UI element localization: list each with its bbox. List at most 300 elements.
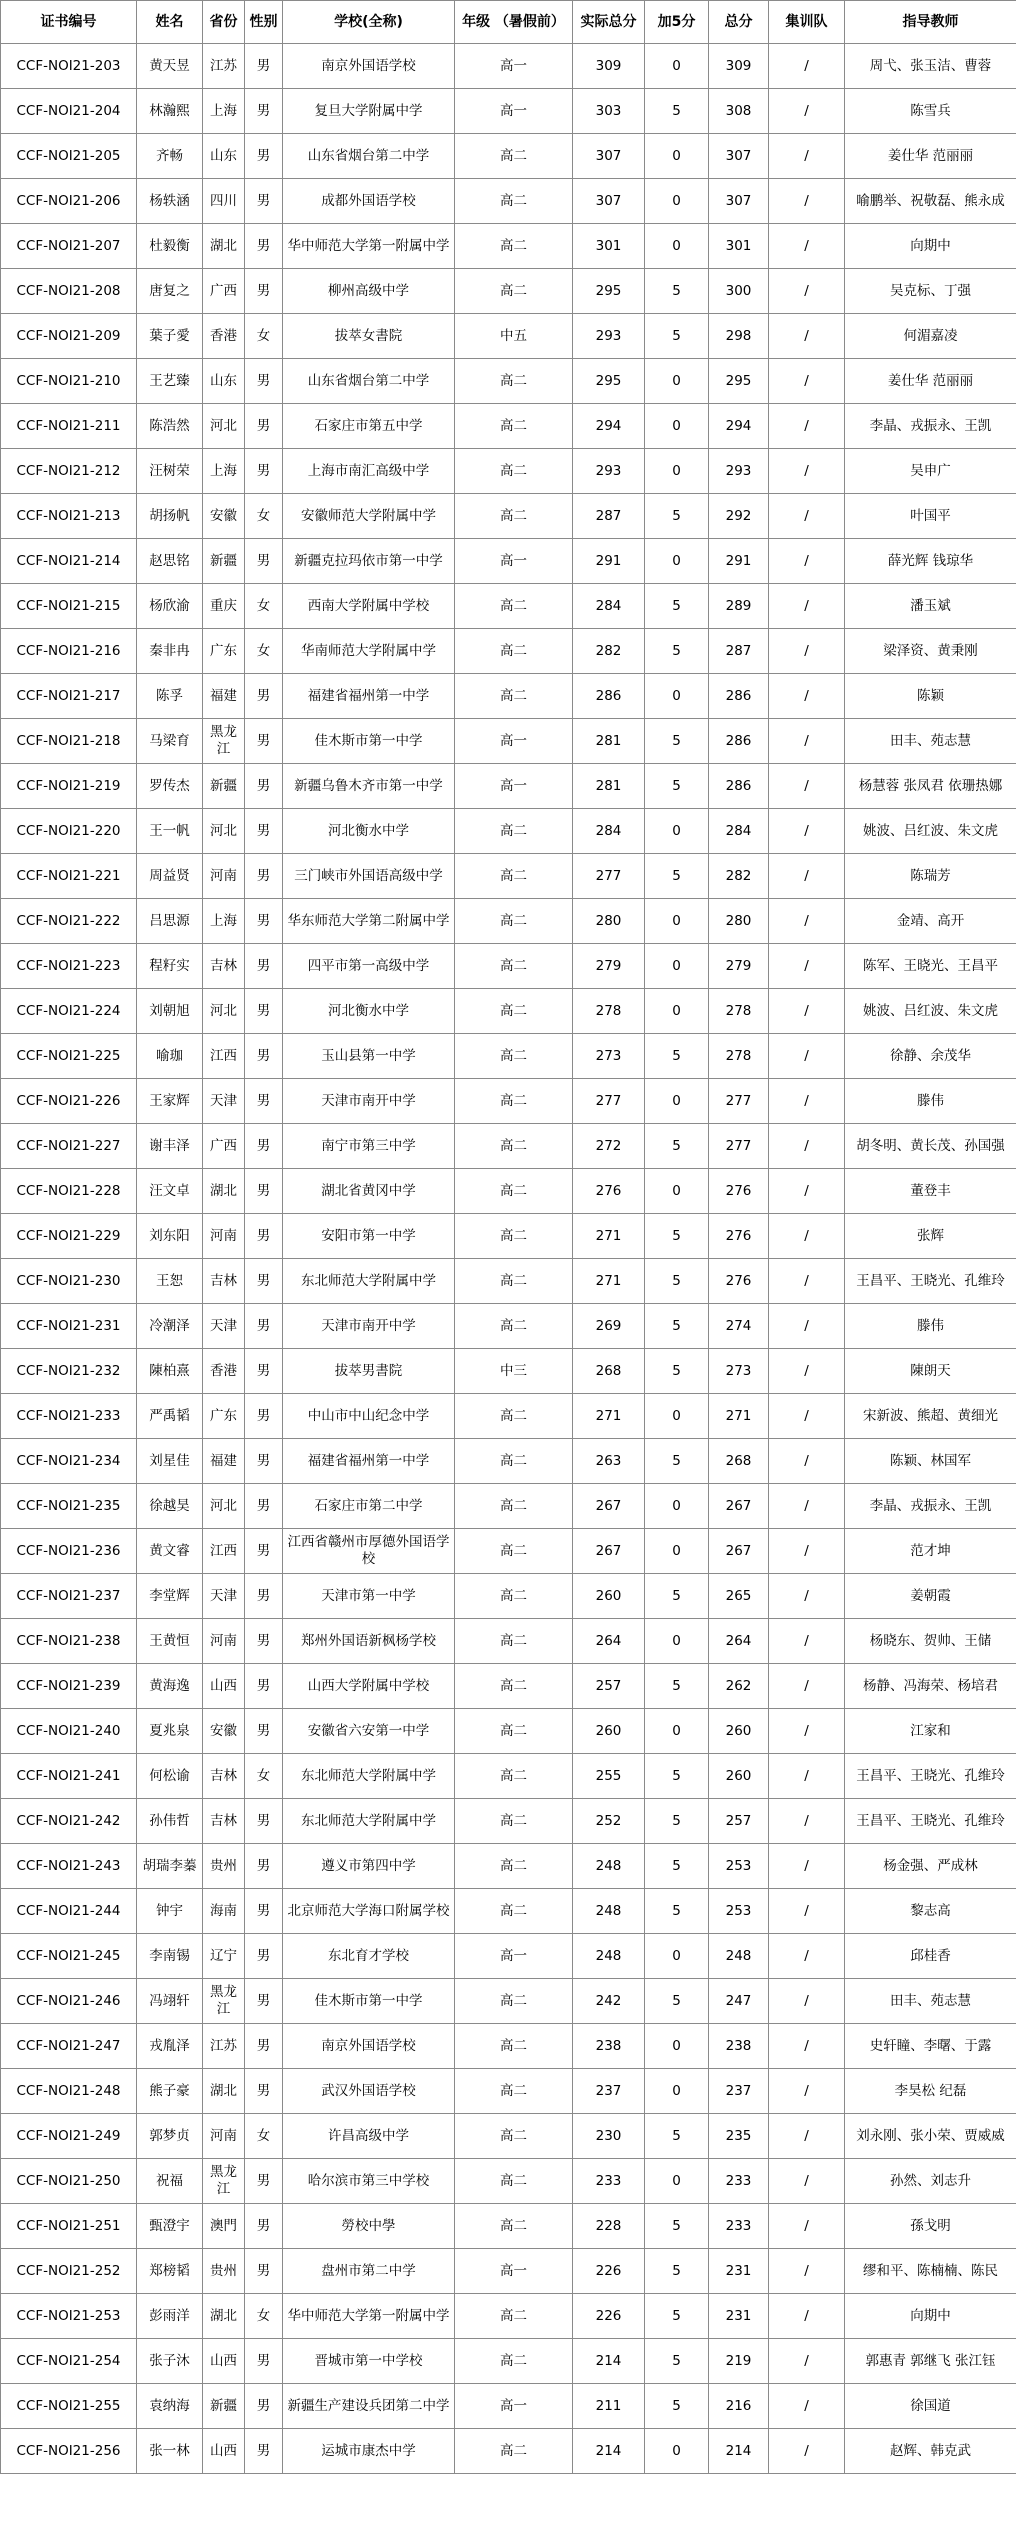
cell-name: 冯翊轩 bbox=[137, 1979, 203, 2024]
cell-total: 307 bbox=[709, 179, 769, 224]
cell-province: 天津 bbox=[203, 1079, 245, 1124]
cell-gender: 男 bbox=[245, 1664, 283, 1709]
cell-school: 安阳市第一中学 bbox=[283, 1214, 455, 1259]
cell-name: 祝福 bbox=[137, 2159, 203, 2204]
cell-province: 黑龙江 bbox=[203, 2159, 245, 2204]
cell-name: 唐复之 bbox=[137, 269, 203, 314]
cell-teacher: 梁泽资、黄秉刚 bbox=[845, 629, 1016, 674]
table-row bbox=[1, 854, 1016, 899]
cell-bonus: 0 bbox=[645, 1169, 709, 1214]
cell-school: 石家庄市第二中学 bbox=[283, 1484, 455, 1529]
cell-gender: 男 bbox=[245, 224, 283, 269]
cell-province: 上海 bbox=[203, 899, 245, 944]
table-row bbox=[1, 359, 1016, 404]
cell-school: 东北师范大学附属中学 bbox=[283, 1799, 455, 1844]
cell-raw-score: 238 bbox=[573, 2024, 645, 2069]
cell-province: 香港 bbox=[203, 1349, 245, 1394]
cell-gender: 男 bbox=[245, 1574, 283, 1619]
cell-certificate-id: CCF-NOI21-212 bbox=[1, 449, 137, 494]
cell-grade: 高二 bbox=[455, 359, 573, 404]
cell-certificate-id: CCF-NOI21-222 bbox=[1, 899, 137, 944]
cell-school: 拔萃男書院 bbox=[283, 1349, 455, 1394]
cell-name: 林瀚熙 bbox=[137, 89, 203, 134]
table-body bbox=[1, 44, 1016, 2474]
cell-bonus: 5 bbox=[645, 1034, 709, 1079]
cell-raw-score: 273 bbox=[573, 1034, 645, 1079]
cell-raw-score: 226 bbox=[573, 2249, 645, 2294]
cell-bonus: 0 bbox=[645, 2024, 709, 2069]
cell-total: 277 bbox=[709, 1124, 769, 1169]
cell-school: 晋城市第一中学校 bbox=[283, 2339, 455, 2384]
cell-gender: 男 bbox=[245, 2384, 283, 2429]
cell-province: 新疆 bbox=[203, 764, 245, 809]
cell-total: 248 bbox=[709, 1934, 769, 1979]
cell-certificate-id: CCF-NOI21-251 bbox=[1, 2204, 137, 2249]
cell-gender: 男 bbox=[245, 1889, 283, 1934]
cell-grade: 高二 bbox=[455, 1979, 573, 2024]
cell-total: 278 bbox=[709, 989, 769, 1034]
cell-province: 辽宁 bbox=[203, 1934, 245, 1979]
cell-province: 江西 bbox=[203, 1529, 245, 1574]
cell-teacher: 李昊松 纪磊 bbox=[845, 2069, 1016, 2114]
cell-name: 王家辉 bbox=[137, 1079, 203, 1124]
cell-bonus: 0 bbox=[645, 449, 709, 494]
table-row bbox=[1, 2294, 1016, 2339]
cell-teacher: 徐国道 bbox=[845, 2384, 1016, 2429]
cell-total: 268 bbox=[709, 1439, 769, 1484]
cell-bonus: 0 bbox=[645, 359, 709, 404]
table-row bbox=[1, 899, 1016, 944]
cell-name: 王恕 bbox=[137, 1259, 203, 1304]
table-row bbox=[1, 1754, 1016, 1799]
cell-gender: 男 bbox=[245, 359, 283, 404]
cell-bonus: 0 bbox=[645, 809, 709, 854]
cell-name: 谢丰泽 bbox=[137, 1124, 203, 1169]
cell-training-team: / bbox=[769, 1349, 845, 1394]
table-row bbox=[1, 539, 1016, 584]
cell-training-team: / bbox=[769, 1304, 845, 1349]
cell-province: 上海 bbox=[203, 449, 245, 494]
cell-name: 马梁育 bbox=[137, 719, 203, 764]
cell-total: 286 bbox=[709, 719, 769, 764]
cell-name: 冷潮泽 bbox=[137, 1304, 203, 1349]
cell-certificate-id: CCF-NOI21-208 bbox=[1, 269, 137, 314]
table-row bbox=[1, 1349, 1016, 1394]
cell-certificate-id: CCF-NOI21-231 bbox=[1, 1304, 137, 1349]
cell-grade: 高二 bbox=[455, 989, 573, 1034]
cell-province: 贵州 bbox=[203, 2249, 245, 2294]
cell-bonus: 5 bbox=[645, 2204, 709, 2249]
cell-raw-score: 294 bbox=[573, 404, 645, 449]
cell-name: 周益贤 bbox=[137, 854, 203, 899]
cell-certificate-id: CCF-NOI21-250 bbox=[1, 2159, 137, 2204]
cell-training-team: / bbox=[769, 1034, 845, 1079]
cell-bonus: 0 bbox=[645, 539, 709, 584]
cell-school: 南宁市第三中学 bbox=[283, 1124, 455, 1169]
cell-training-team: / bbox=[769, 2429, 845, 2474]
cell-bonus: 5 bbox=[645, 1214, 709, 1259]
cell-name: 刘朝旭 bbox=[137, 989, 203, 1034]
cell-name: 王黄恒 bbox=[137, 1619, 203, 1664]
cell-teacher: 王昌平、王晓光、孔维玲 bbox=[845, 1754, 1016, 1799]
cell-teacher: 王昌平、王晓光、孔维玲 bbox=[845, 1259, 1016, 1304]
cell-grade: 高二 bbox=[455, 1034, 573, 1079]
cell-certificate-id: CCF-NOI21-244 bbox=[1, 1889, 137, 1934]
cell-gender: 男 bbox=[245, 1304, 283, 1349]
cell-raw-score: 248 bbox=[573, 1889, 645, 1934]
cell-name: 张一林 bbox=[137, 2429, 203, 2474]
cell-certificate-id: CCF-NOI21-219 bbox=[1, 764, 137, 809]
cell-total: 262 bbox=[709, 1664, 769, 1709]
cell-raw-score: 226 bbox=[573, 2294, 645, 2339]
cell-certificate-id: CCF-NOI21-218 bbox=[1, 719, 137, 764]
cell-name: 胡扬帆 bbox=[137, 494, 203, 539]
cell-raw-score: 278 bbox=[573, 989, 645, 1034]
cell-name: 徐越昊 bbox=[137, 1484, 203, 1529]
cell-name: 孙伟哲 bbox=[137, 1799, 203, 1844]
cell-certificate-id: CCF-NOI21-210 bbox=[1, 359, 137, 404]
table-row bbox=[1, 1484, 1016, 1529]
table-row bbox=[1, 1304, 1016, 1349]
cell-teacher: 何湄嘉凌 bbox=[845, 314, 1016, 359]
cell-name: 汪文卓 bbox=[137, 1169, 203, 1214]
cell-teacher: 陈颖 bbox=[845, 674, 1016, 719]
cell-certificate-id: CCF-NOI21-247 bbox=[1, 2024, 137, 2069]
cell-raw-score: 309 bbox=[573, 44, 645, 89]
cell-name: 黄天昱 bbox=[137, 44, 203, 89]
cell-total: 276 bbox=[709, 1169, 769, 1214]
cell-teacher: 李晶、戎振永、王凯 bbox=[845, 1484, 1016, 1529]
cell-grade: 高二 bbox=[455, 179, 573, 224]
cell-total: 292 bbox=[709, 494, 769, 539]
cell-name: 罗传杰 bbox=[137, 764, 203, 809]
cell-training-team: / bbox=[769, 1799, 845, 1844]
cell-bonus: 5 bbox=[645, 2339, 709, 2384]
cell-certificate-id: CCF-NOI21-229 bbox=[1, 1214, 137, 1259]
table-row bbox=[1, 719, 1016, 764]
cell-certificate-id: CCF-NOI21-248 bbox=[1, 2069, 137, 2114]
cell-gender: 女 bbox=[245, 584, 283, 629]
cell-certificate-id: CCF-NOI21-256 bbox=[1, 2429, 137, 2474]
cell-grade: 高二 bbox=[455, 1484, 573, 1529]
cell-teacher: 姚波、吕红波、朱文虎 bbox=[845, 809, 1016, 854]
cell-total: 253 bbox=[709, 1889, 769, 1934]
cell-province: 黑龙江 bbox=[203, 1979, 245, 2024]
cell-grade: 高二 bbox=[455, 449, 573, 494]
cell-name: 王一帆 bbox=[137, 809, 203, 854]
cell-grade: 高一 bbox=[455, 2384, 573, 2429]
cell-training-team: / bbox=[769, 1844, 845, 1889]
cell-total: 279 bbox=[709, 944, 769, 989]
cell-teacher: 刘永刚、张小荣、贾威威 bbox=[845, 2114, 1016, 2159]
cell-gender: 男 bbox=[245, 764, 283, 809]
cell-bonus: 5 bbox=[645, 584, 709, 629]
cell-raw-score: 263 bbox=[573, 1439, 645, 1484]
cell-province: 河北 bbox=[203, 809, 245, 854]
cell-total: 278 bbox=[709, 1034, 769, 1079]
cell-school: 河北衡水中学 bbox=[283, 989, 455, 1034]
cell-bonus: 5 bbox=[645, 719, 709, 764]
cell-teacher: 向期中 bbox=[845, 2294, 1016, 2339]
cell-grade: 高一 bbox=[455, 719, 573, 764]
cell-training-team: / bbox=[769, 2024, 845, 2069]
cell-bonus: 0 bbox=[645, 1394, 709, 1439]
cell-school: 武汉外国语学校 bbox=[283, 2069, 455, 2114]
cell-school: 石家庄市第五中学 bbox=[283, 404, 455, 449]
cell-grade: 高二 bbox=[455, 134, 573, 179]
cell-grade: 高二 bbox=[455, 404, 573, 449]
header-teacher: 指导教师 bbox=[845, 1, 1016, 44]
header-province: 省份 bbox=[203, 1, 245, 44]
table-row bbox=[1, 629, 1016, 674]
table-row bbox=[1, 1034, 1016, 1079]
cell-training-team: / bbox=[769, 1709, 845, 1754]
cell-province: 山东 bbox=[203, 359, 245, 404]
table-row bbox=[1, 1529, 1016, 1574]
cell-training-team: / bbox=[769, 674, 845, 719]
cell-raw-score: 272 bbox=[573, 1124, 645, 1169]
header-school: 学校(全称) bbox=[283, 1, 455, 44]
cell-school: 上海市南汇高级中学 bbox=[283, 449, 455, 494]
cell-name: 刘东阳 bbox=[137, 1214, 203, 1259]
cell-province: 江苏 bbox=[203, 2024, 245, 2069]
cell-school: 河北衡水中学 bbox=[283, 809, 455, 854]
cell-training-team: / bbox=[769, 2384, 845, 2429]
cell-bonus: 5 bbox=[645, 2294, 709, 2339]
cell-teacher: 姜仕华 范丽丽 bbox=[845, 359, 1016, 404]
cell-total: 265 bbox=[709, 1574, 769, 1619]
cell-name: 葉子愛 bbox=[137, 314, 203, 359]
cell-bonus: 5 bbox=[645, 1754, 709, 1799]
cell-total: 301 bbox=[709, 224, 769, 269]
cell-raw-score: 280 bbox=[573, 899, 645, 944]
cell-raw-score: 260 bbox=[573, 1574, 645, 1619]
cell-teacher: 杨静、冯海荣、杨培君 bbox=[845, 1664, 1016, 1709]
cell-province: 广西 bbox=[203, 269, 245, 314]
cell-teacher: 董登丰 bbox=[845, 1169, 1016, 1214]
cell-grade: 高二 bbox=[455, 2114, 573, 2159]
cell-gender: 男 bbox=[245, 1709, 283, 1754]
cell-training-team: / bbox=[769, 1439, 845, 1484]
cell-bonus: 5 bbox=[645, 1664, 709, 1709]
cell-training-team: / bbox=[769, 2294, 845, 2339]
cell-name: 郭梦贞 bbox=[137, 2114, 203, 2159]
cell-bonus: 5 bbox=[645, 269, 709, 314]
cell-certificate-id: CCF-NOI21-243 bbox=[1, 1844, 137, 1889]
cell-training-team: / bbox=[769, 359, 845, 404]
cell-bonus: 0 bbox=[645, 179, 709, 224]
cell-grade: 高二 bbox=[455, 1169, 573, 1214]
cell-total: 267 bbox=[709, 1529, 769, 1574]
cell-teacher: 周弋、张玉洁、曹蓉 bbox=[845, 44, 1016, 89]
cell-training-team: / bbox=[769, 2339, 845, 2384]
cell-bonus: 0 bbox=[645, 944, 709, 989]
cell-certificate-id: CCF-NOI21-227 bbox=[1, 1124, 137, 1169]
cell-training-team: / bbox=[769, 1619, 845, 1664]
cell-training-team: / bbox=[769, 44, 845, 89]
cell-school: 郑州外国语新枫杨学校 bbox=[283, 1619, 455, 1664]
table-row bbox=[1, 2429, 1016, 2474]
cell-teacher: 徐静、余茂华 bbox=[845, 1034, 1016, 1079]
table-row bbox=[1, 2249, 1016, 2294]
cell-bonus: 5 bbox=[645, 854, 709, 899]
cell-bonus: 0 bbox=[645, 1484, 709, 1529]
cell-total: 284 bbox=[709, 809, 769, 854]
cell-bonus: 0 bbox=[645, 2159, 709, 2204]
cell-name: 黄文睿 bbox=[137, 1529, 203, 1574]
cell-name: 赵思铭 bbox=[137, 539, 203, 584]
header-total: 总分 bbox=[709, 1, 769, 44]
table-row bbox=[1, 989, 1016, 1034]
cell-province: 天津 bbox=[203, 1304, 245, 1349]
cell-school: 山西大学附属中学校 bbox=[283, 1664, 455, 1709]
cell-name: 李堂辉 bbox=[137, 1574, 203, 1619]
table-row bbox=[1, 2114, 1016, 2159]
cell-grade: 高二 bbox=[455, 1754, 573, 1799]
cell-total: 280 bbox=[709, 899, 769, 944]
cell-teacher: 吴克标、丁强 bbox=[845, 269, 1016, 314]
cell-province: 湖北 bbox=[203, 2294, 245, 2339]
cell-bonus: 0 bbox=[645, 2429, 709, 2474]
cell-bonus: 5 bbox=[645, 1979, 709, 2024]
cell-grade: 高二 bbox=[455, 1664, 573, 1709]
cell-teacher: 李晶、戎振永、王凯 bbox=[845, 404, 1016, 449]
cell-grade: 高二 bbox=[455, 2069, 573, 2114]
cell-bonus: 0 bbox=[645, 899, 709, 944]
cell-gender: 男 bbox=[245, 1529, 283, 1574]
cell-teacher: 陈颖、林国军 bbox=[845, 1439, 1016, 1484]
cell-province: 新疆 bbox=[203, 539, 245, 584]
cell-gender: 女 bbox=[245, 2114, 283, 2159]
cell-total: 260 bbox=[709, 1754, 769, 1799]
cell-total: 291 bbox=[709, 539, 769, 584]
cell-name: 戎胤泽 bbox=[137, 2024, 203, 2069]
cell-grade: 高二 bbox=[455, 1889, 573, 1934]
cell-raw-score: 214 bbox=[573, 2429, 645, 2474]
cell-total: 238 bbox=[709, 2024, 769, 2069]
cell-school: 盘州市第二中学 bbox=[283, 2249, 455, 2294]
cell-gender: 男 bbox=[245, 1844, 283, 1889]
table-row bbox=[1, 2024, 1016, 2069]
cell-teacher: 杨慧蓉 张凤君 依珊热娜 bbox=[845, 764, 1016, 809]
cell-gender: 男 bbox=[245, 1034, 283, 1079]
cell-certificate-id: CCF-NOI21-207 bbox=[1, 224, 137, 269]
cell-bonus: 5 bbox=[645, 2249, 709, 2294]
cell-certificate-id: CCF-NOI21-228 bbox=[1, 1169, 137, 1214]
cell-training-team: / bbox=[769, 2114, 845, 2159]
table-row bbox=[1, 2384, 1016, 2429]
cell-grade: 高二 bbox=[455, 2024, 573, 2069]
cell-grade: 高二 bbox=[455, 1079, 573, 1124]
cell-teacher: 叶国平 bbox=[845, 494, 1016, 539]
cell-school: 北京师范大学海口附属学校 bbox=[283, 1889, 455, 1934]
cell-province: 海南 bbox=[203, 1889, 245, 1934]
cell-raw-score: 214 bbox=[573, 2339, 645, 2384]
table-row bbox=[1, 2339, 1016, 2384]
cell-total: 260 bbox=[709, 1709, 769, 1754]
cell-grade: 高二 bbox=[455, 494, 573, 539]
cell-grade: 高一 bbox=[455, 1934, 573, 1979]
cell-total: 295 bbox=[709, 359, 769, 404]
cell-total: 286 bbox=[709, 674, 769, 719]
cell-province: 吉林 bbox=[203, 1259, 245, 1304]
cell-raw-score: 248 bbox=[573, 1844, 645, 1889]
cell-raw-score: 271 bbox=[573, 1259, 645, 1304]
cell-school: 新疆乌鲁木齐市第一中学 bbox=[283, 764, 455, 809]
cell-teacher: 姜仕华 范丽丽 bbox=[845, 134, 1016, 179]
cell-teacher: 史轩瞳、李曙、于露 bbox=[845, 2024, 1016, 2069]
cell-certificate-id: CCF-NOI21-253 bbox=[1, 2294, 137, 2339]
cell-school: 拔萃女書院 bbox=[283, 314, 455, 359]
cell-grade: 高二 bbox=[455, 269, 573, 314]
cell-name: 汪树荣 bbox=[137, 449, 203, 494]
cell-training-team: / bbox=[769, 2249, 845, 2294]
cell-training-team: / bbox=[769, 1124, 845, 1169]
cell-bonus: 5 bbox=[645, 314, 709, 359]
cell-teacher: 邱桂香 bbox=[845, 1934, 1016, 1979]
cell-bonus: 0 bbox=[645, 674, 709, 719]
cell-raw-score: 301 bbox=[573, 224, 645, 269]
cell-certificate-id: CCF-NOI21-225 bbox=[1, 1034, 137, 1079]
table-row bbox=[1, 1574, 1016, 1619]
cell-gender: 男 bbox=[245, 899, 283, 944]
cell-name: 李南锡 bbox=[137, 1934, 203, 1979]
cell-raw-score: 255 bbox=[573, 1754, 645, 1799]
table-header bbox=[1, 1, 1016, 44]
cell-province: 澳門 bbox=[203, 2204, 245, 2249]
cell-training-team: / bbox=[769, 224, 845, 269]
table-row bbox=[1, 134, 1016, 179]
cell-certificate-id: CCF-NOI21-235 bbox=[1, 1484, 137, 1529]
cell-training-team: / bbox=[769, 719, 845, 764]
cell-school: 安徽师范大学附属中学 bbox=[283, 494, 455, 539]
table-row bbox=[1, 1934, 1016, 1979]
cell-raw-score: 211 bbox=[573, 2384, 645, 2429]
cell-grade: 高二 bbox=[455, 854, 573, 899]
table-row bbox=[1, 269, 1016, 314]
cell-certificate-id: CCF-NOI21-252 bbox=[1, 2249, 137, 2294]
cell-raw-score: 267 bbox=[573, 1529, 645, 1574]
cell-raw-score: 307 bbox=[573, 134, 645, 179]
cell-certificate-id: CCF-NOI21-223 bbox=[1, 944, 137, 989]
cell-bonus: 5 bbox=[645, 2384, 709, 2429]
cell-province: 香港 bbox=[203, 314, 245, 359]
cell-gender: 男 bbox=[245, 944, 283, 989]
cell-raw-score: 269 bbox=[573, 1304, 645, 1349]
cell-gender: 男 bbox=[245, 2429, 283, 2474]
cell-certificate-id: CCF-NOI21-232 bbox=[1, 1349, 137, 1394]
cell-certificate-id: CCF-NOI21-217 bbox=[1, 674, 137, 719]
cell-certificate-id: CCF-NOI21-239 bbox=[1, 1664, 137, 1709]
cell-name: 王艺臻 bbox=[137, 359, 203, 404]
cell-raw-score: 303 bbox=[573, 89, 645, 134]
cell-total: 231 bbox=[709, 2294, 769, 2339]
cell-gender: 女 bbox=[245, 494, 283, 539]
cell-total: 237 bbox=[709, 2069, 769, 2114]
cell-gender: 男 bbox=[245, 854, 283, 899]
cell-school: 新疆克拉玛依市第一中学 bbox=[283, 539, 455, 584]
cell-grade: 高二 bbox=[455, 1304, 573, 1349]
cell-bonus: 0 bbox=[645, 1934, 709, 1979]
cell-teacher: 杨晓东、贺帅、王储 bbox=[845, 1619, 1016, 1664]
cell-certificate-id: CCF-NOI21-209 bbox=[1, 314, 137, 359]
cell-total: 231 bbox=[709, 2249, 769, 2294]
cell-total: 293 bbox=[709, 449, 769, 494]
cell-grade: 高二 bbox=[455, 1124, 573, 1169]
cell-raw-score: 276 bbox=[573, 1169, 645, 1214]
cell-raw-score: 277 bbox=[573, 854, 645, 899]
cell-grade: 高一 bbox=[455, 89, 573, 134]
